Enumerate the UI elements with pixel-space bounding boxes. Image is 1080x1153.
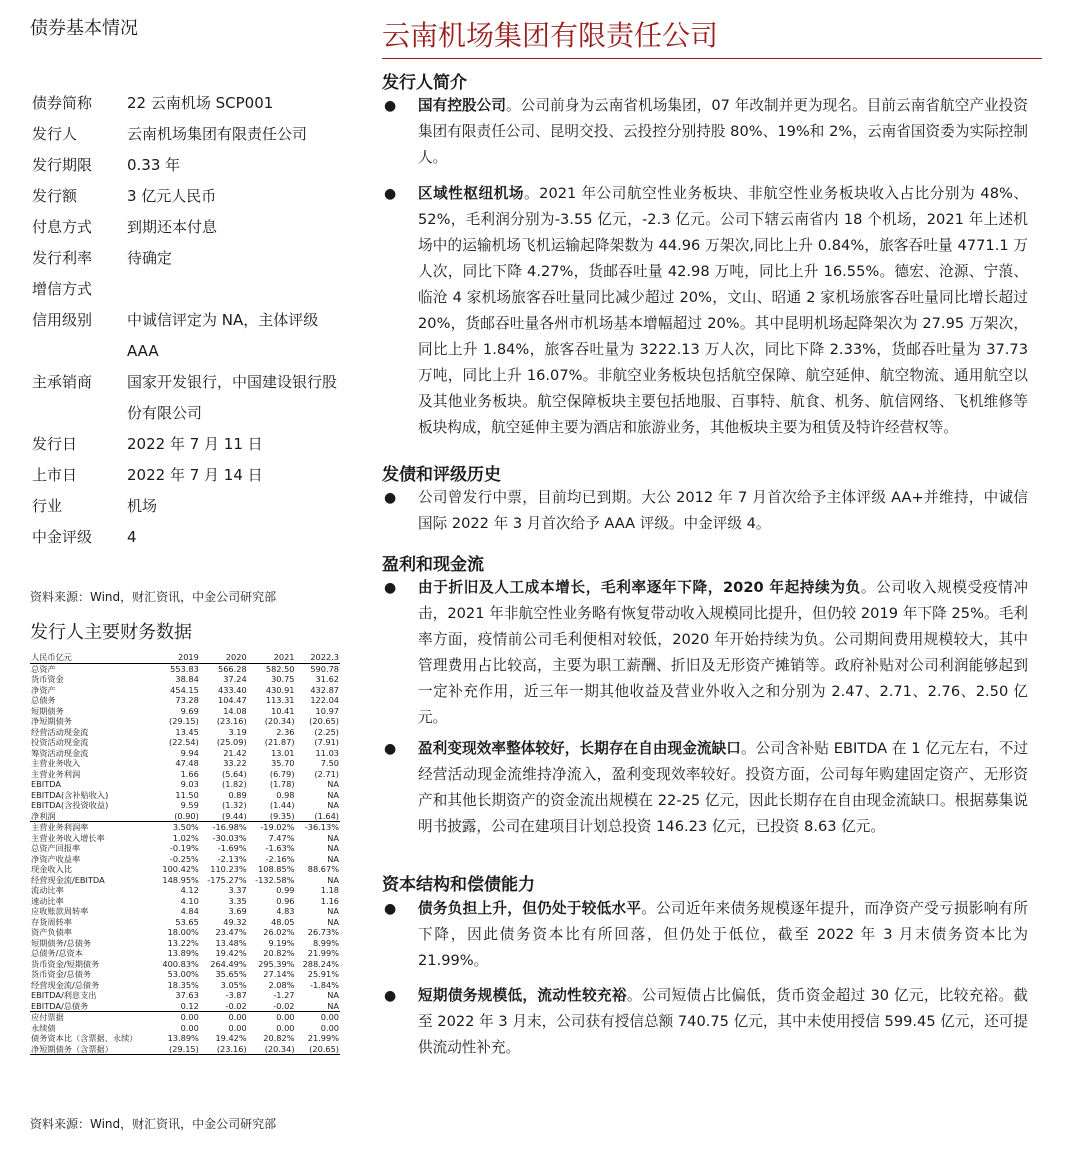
table-row — [30, 969, 340, 980]
bond-info-table — [32, 88, 347, 553]
fin-cell: -2.16% — [265, 853, 295, 864]
bullet-debt-burden — [382, 896, 1042, 974]
bond-info-value: 国家开发银行，中国建设银行股份有限公司 — [127, 373, 338, 422]
fin-cell: 13.22% — [167, 937, 199, 948]
bond-info-key: 债券简称 — [32, 94, 93, 112]
fin-header-cell: 2020 — [200, 652, 248, 663]
fin-cell: (1.64) — [296, 811, 340, 822]
fin-cell: 3.69 — [228, 906, 247, 916]
heading-issuer-profile: 发行人简介 — [382, 73, 467, 93]
fin-cell: 11.03 — [315, 747, 339, 758]
fin-cell: 30.75 — [271, 674, 295, 684]
bond-info-row — [32, 460, 347, 491]
table-row — [30, 990, 340, 1001]
fin-cell: (7.91) — [314, 737, 339, 747]
fin-cell: 0.00 — [320, 1012, 339, 1022]
bond-info-row — [32, 274, 347, 305]
heading-rating-history: 发债和评级历史 — [382, 465, 501, 485]
bond-info-key: 主承销商 — [32, 373, 93, 391]
fin-cell: 108.85% — [258, 864, 295, 874]
fin-cell: (1.32) — [222, 800, 247, 810]
fin-cell: 0.00 — [228, 1022, 247, 1033]
table-row — [30, 885, 340, 896]
fin-cell: 0.89 — [228, 789, 247, 800]
fin-cell: 590.78 — [310, 663, 339, 674]
fin-cell: 1.16 — [320, 895, 339, 906]
fin-cell: 295.39% — [258, 958, 295, 969]
fin-cell: (9.44) — [200, 811, 248, 822]
fin-cell: 38.84 — [175, 674, 199, 684]
bond-info-value: 22 云南机场 SCP001 — [127, 94, 274, 112]
fin-cell: (20.65) — [296, 1044, 340, 1055]
fin-cell: (29.15) — [155, 1044, 199, 1055]
fin-cell: 13.89% — [167, 1033, 199, 1043]
fin-cell: 1.18 — [320, 885, 339, 895]
fin-cell: -0.02 — [248, 1001, 296, 1012]
fin-header-cell: 人民币亿元 — [30, 652, 155, 663]
fin-cell: (20.34) — [248, 1044, 296, 1055]
fin-cell: (0.90) — [155, 811, 199, 822]
fin-cell: NA — [327, 843, 339, 853]
bond-info-key: 信用级别 — [32, 311, 93, 329]
fin-cell: 553.83 — [170, 663, 199, 674]
fin-cell: NA — [327, 800, 339, 810]
fin-cell: 21.42 — [223, 747, 247, 758]
fin-header-cell: 2022.3 — [296, 652, 340, 663]
fin-cell: 48.05 — [271, 916, 295, 927]
bond-info-row — [32, 429, 347, 460]
fin-row-label: EBITDA(含投资收益) — [31, 800, 109, 810]
fin-cell: 20.82% — [263, 948, 295, 958]
table-row — [30, 1001, 340, 1012]
heading-capital-structure: 资本结构和偿债能力 — [382, 875, 535, 895]
bond-info-row — [32, 88, 347, 119]
fin-cell: 10.41 — [271, 705, 295, 716]
financial-data-table — [30, 652, 340, 1055]
fin-row-label: 应收账款周转率 — [31, 906, 89, 916]
table-row — [30, 758, 340, 769]
table-row — [30, 959, 340, 970]
bullet-regional-hub — [382, 181, 1042, 441]
fin-row-label: 主营业务收入增长率 — [31, 832, 105, 843]
fin-cell: -1.69% — [217, 843, 247, 853]
fin-cell: -2.13% — [217, 853, 247, 864]
fin-cell: 2.08% — [268, 979, 295, 990]
bullet-gross-margin — [382, 575, 1042, 731]
table-row — [30, 1044, 340, 1055]
table-row — [30, 1023, 340, 1034]
fin-cell: 19.42% — [215, 948, 247, 958]
fin-cell: 288.24% — [302, 958, 339, 969]
bond-info-row — [32, 367, 347, 429]
bond-info-key: 发行期限 — [32, 156, 93, 174]
fin-cell: 400.83% — [162, 958, 199, 969]
table-row — [30, 779, 340, 790]
fin-cell: 582.50 — [265, 663, 295, 674]
fin-cell: 13.48% — [215, 937, 247, 948]
company-title: 云南机场集团有限责任公司 — [382, 14, 1042, 59]
table-row — [30, 948, 340, 959]
bullet-dot-icon: ● — [384, 741, 397, 757]
fin-cell: 31.62 — [315, 674, 339, 684]
table-row — [30, 716, 340, 727]
fin-cell: 566.28 — [218, 663, 247, 674]
fin-cell: 10.97 — [315, 705, 339, 716]
fin-row-label: EBITDA/总债务 — [30, 1001, 155, 1012]
bullet-text: 短期债务规模低，流动性较充裕。公司短债占比偏低，货币资金超过 30 亿元，比较充裕。截至 2022 年 3 月末，公司获有授信总额 740.75 亿元，其中未使用授信 599.45 亿元，还可提供流动性补充。 — [418, 987, 1028, 1056]
bullet-text: 盈利变现效率整体较好，长期存在自由现金流缺口。公司含补贴 EBITDA 在 1 亿元左右，不过经营活动现金流维持净流入，盈利变现效率较好。投资方面，公司每年购建固定资产、无形资产和其他长期资产的资金流出规模在 22-25 亿元，因此长期存在自由现金流缺口。根据募集说明书披露，公司在建项目计划总投资 146.23 亿元，已投资 8.63 亿元。 — [418, 740, 1028, 835]
table-row — [30, 800, 340, 811]
source-note-bond: 资料来源：Wind，财汇资讯，中金公司研究部 — [30, 590, 277, 604]
fin-cell: 0.99 — [276, 885, 295, 895]
fin-cell: 148.95% — [162, 874, 199, 885]
table-row — [30, 854, 340, 865]
fin-cell: 47.48 — [175, 758, 199, 768]
fin-cell: -0.19% — [169, 843, 199, 853]
bullet-dot-icon: ● — [384, 490, 397, 506]
fin-cell: NA — [327, 779, 339, 789]
table-row — [30, 875, 340, 886]
fin-cell: (2.25) — [314, 726, 339, 737]
financial-data-title: 发行人主要财务数据 — [30, 622, 192, 643]
fin-cell: 9.69 — [180, 705, 199, 716]
bullet-liquidity — [382, 983, 1042, 1061]
fin-row-label: 投资活动现金流 — [31, 737, 89, 747]
fin-cell: NA — [296, 1001, 340, 1012]
fin-cell: (1.78) — [269, 779, 295, 789]
table-row — [30, 674, 340, 685]
fin-cell: NA — [327, 789, 339, 800]
bond-info-row — [32, 150, 347, 181]
fin-cell: 0.00 — [180, 1012, 199, 1022]
fin-cell: 100.42% — [162, 864, 199, 874]
fin-cell: 88.67% — [307, 864, 339, 874]
fin-cell: 3.05% — [220, 979, 247, 990]
fin-cell: 3.35 — [228, 895, 247, 906]
table-row — [30, 896, 340, 907]
fin-cell: (6.79) — [269, 768, 295, 779]
fin-cell: -0.02 — [200, 1001, 248, 1012]
fin-cell: 18.00% — [167, 927, 199, 937]
fin-cell: 27.14% — [263, 969, 295, 979]
fin-cell: 19.42% — [215, 1033, 247, 1043]
fin-cell: 113.31 — [265, 695, 295, 705]
table-row — [30, 811, 340, 822]
fin-row-label: 永续债 — [31, 1022, 56, 1033]
fin-cell: (29.15) — [169, 716, 199, 726]
table-row — [30, 1033, 340, 1044]
fin-cell: 21.99% — [307, 948, 339, 958]
fin-cell: 433.40 — [218, 684, 247, 695]
fin-cell: (23.16) — [200, 1044, 248, 1055]
fin-cell: 4.12 — [180, 885, 199, 895]
fin-cell: (5.64) — [222, 768, 247, 779]
fin-cell: NA — [327, 832, 339, 843]
fin-cell: NA — [327, 874, 339, 885]
fin-row-label: 货币资金/总债务 — [31, 969, 92, 979]
fin-cell: 26.73% — [307, 927, 339, 937]
fin-cell: 264.49% — [210, 958, 247, 969]
fin-row-label: 资产负债率 — [31, 927, 72, 937]
bullet-text: 公司曾发行中票，目前均已到期。大公 2012 年 7 月首次给予主体评级 AA+并维持，中诚信国际 2022 年 3 月首次给予 AAA 评级。中金评级 4。 — [418, 489, 1028, 532]
table-row — [30, 737, 340, 748]
bond-info-title: 债券基本情况 — [30, 18, 138, 39]
fin-row-label: 净短期债务 — [31, 716, 72, 726]
bond-info-row — [32, 119, 347, 150]
bond-info-value: 到期还本付息 — [127, 218, 218, 236]
fin-row-label: 总资产回报率 — [31, 843, 81, 853]
fin-cell: 0.12 — [155, 1001, 199, 1012]
fin-row-label: 净利润 — [30, 811, 155, 822]
fin-cell: (2.71) — [314, 768, 339, 779]
fin-cell: 104.47 — [218, 695, 247, 705]
fin-row-label: 货币资金 — [31, 674, 64, 684]
bond-info-row — [32, 212, 347, 243]
fin-cell: -132.58% — [255, 874, 295, 885]
bond-info-key: 发行额 — [32, 187, 78, 205]
bullet-dot-icon: ● — [384, 901, 397, 917]
bond-info-value: 0.33 年 — [127, 156, 181, 174]
fin-cell: 13.89% — [167, 948, 199, 958]
fin-cell: (21.87) — [264, 737, 295, 747]
fin-cell: 4.10 — [180, 895, 199, 906]
fin-cell: 1.02% — [172, 832, 199, 843]
fin-cell: 8.99% — [312, 937, 339, 948]
table-row — [30, 906, 340, 917]
bond-info-key: 付息方式 — [32, 218, 93, 236]
fin-row-label: 存货周转率 — [31, 916, 72, 927]
fin-row-label: 主营业务利润率 — [31, 822, 89, 832]
bond-info-row — [32, 491, 347, 522]
table-row — [30, 706, 340, 717]
bond-info-value: 云南机场集团有限责任公司 — [127, 125, 308, 143]
fin-cell: (22.54) — [169, 737, 199, 747]
bond-info-row — [32, 243, 347, 274]
fin-cell: 430.91 — [265, 684, 295, 695]
fin-cell: 9.94 — [180, 747, 199, 758]
table-row — [30, 822, 340, 833]
fin-row-label: 经营现金流/总债务 — [31, 979, 100, 990]
fin-row-label: 经营现金流/EBITDA — [31, 874, 105, 885]
fin-cell: -0.25% — [169, 853, 199, 864]
fin-cell: NA — [327, 906, 339, 916]
fin-cell: NA — [327, 853, 339, 864]
bond-info-key: 发行利率 — [32, 249, 93, 267]
fin-cell: -1.27 — [273, 990, 295, 1000]
fin-cell: 0.00 — [180, 1022, 199, 1033]
fin-row-label: EBITDA(含补贴收入) — [31, 789, 109, 800]
source-note-financial: 资料来源：Wind，财汇资讯，中金公司研究部 — [30, 1117, 277, 1131]
fin-cell: 11.50 — [175, 789, 199, 800]
fin-row-label: 净短期债务（含票据） — [30, 1044, 155, 1055]
fin-cell: NA — [327, 990, 339, 1000]
table-row — [30, 1012, 340, 1023]
bullet-dot-icon: ● — [384, 580, 397, 596]
fin-cell: 454.15 — [170, 684, 199, 695]
fin-row-label: 净资产 — [31, 684, 56, 695]
fin-cell: 0.00 — [228, 1012, 247, 1022]
fin-cell: NA — [327, 916, 339, 927]
fin-header-cell: 2019 — [155, 652, 199, 663]
fin-row-label: 速动比率 — [31, 895, 64, 906]
fin-row-label: 主营业务利润 — [31, 768, 81, 779]
fin-cell: 21.99% — [307, 1033, 339, 1043]
fin-cell: (1.82) — [222, 779, 247, 789]
fin-cell: 53.65 — [175, 916, 199, 927]
fin-cell: 14.08 — [223, 705, 247, 716]
fin-cell: -16.98% — [212, 822, 247, 832]
table-row — [30, 980, 340, 991]
table-row — [30, 790, 340, 801]
fin-cell: (23.16) — [216, 716, 247, 726]
fin-cell: 37.63 — [175, 990, 199, 1000]
bond-info-key: 发行日 — [32, 435, 78, 453]
bond-info-key: 增信方式 — [32, 280, 93, 298]
fin-cell: 0.00 — [276, 1022, 295, 1033]
fin-row-label: 筹资活动现金流 — [31, 747, 89, 758]
fin-cell: 0.98 — [276, 789, 295, 800]
bond-info-value: 机场 — [127, 497, 158, 515]
fin-cell: 4.84 — [180, 906, 199, 916]
bullet-text: 债务负担上升，但仍处于较低水平。公司近年来债务规模逐年提升，而净资产受亏损影响有所下降，因此债务资本比有所回落，但仍处于低位，截至 2022 年 3 月末债务资本比为 21.99%。 — [418, 900, 1028, 969]
bullet-dot-icon: ● — [384, 988, 397, 1004]
bond-info-value: 待确定 — [127, 249, 173, 267]
bullet-text: 区域性枢纽机场。2021 年公司航空性业务板块、非航空性业务板块收入占比分别为 48%、52%，毛利润分别为-3.55 亿元，-2.3 亿元。公司下辖云南省内 18 个机场，2021 年上述机场中的运输机场飞机运输起降架数为 44.96 万架次,同比上升 0.84%，旅客吞吐量 4771.1 万人次，同比下降 4.27%，货邮吞吐量 42.98 万吨，同比上升 16.55%。德宏、沧源、宁蒗、临沧 4 家机场旅客吞吐量同比减少超过 20%，文山、昭通 2 家机场旅客吞吐量同比增长超过 20%，货邮吞吐量各州市机场基本增幅超过 20%。其中昆明机场起降架次为 27.95 万架次，同比上升 1.84%，旅客吞吐量为 3222.13 万人次，同比下降 2.33%，货邮吞吐量为 37.73 万吨，同比上升 16.07%。非航空业务板块包括航空保障、航空延伸、航空物流、通用航空以及其他业务板块。航空保障板块主要包括地服、百事特、航食、机务、航信网络、飞机维修等板块构成，航空延伸主要为酒店和旅游业务，其他板块主要为租赁及特许经营权等。 — [418, 185, 1028, 436]
fin-cell: 7.50 — [320, 758, 339, 768]
fin-cell: 9.03 — [180, 779, 199, 789]
bullet-text: 由于折旧及人工成本增长，毛利率逐年下降，2020 年起持续为负。公司收入规模受疫情冲击，2021 年非航空性业务略有恢复带动收入规模同比提升，但仍较 2019 年下降 25%。毛利率方面，疫情前公司毛利便相对较低，2020 年开始持续为负。公司期间费用规模较大，其中管理费用占比较高，主要为职工薪酬、折旧及无形资产摊销等。政府补贴对公司利润能够起到一定补充作用，近三年一期其他收益及营业外收入之和分别为 2.47、2.71、2.76、2.50 亿元。 — [418, 579, 1028, 726]
bullet-rating-history — [382, 485, 1042, 537]
fin-cell: 23.47% — [215, 927, 247, 937]
fin-cell: 37.24 — [223, 674, 247, 684]
fin-cell: 33.22 — [223, 758, 247, 768]
fin-row-label: 总债务/总资本 — [31, 948, 83, 958]
bullet-text: 国有控股公司。公司前身为云南省机场集团，07 年改制并更为现名。目前云南省航空产业投资集团有限责任公司、昆明交投、云投控分别持股 80%、19%和 2%，云南省国资委为实际控制人。 — [418, 97, 1028, 166]
fin-cell: -19.02% — [260, 822, 295, 832]
fin-cell: (9.35) — [248, 811, 296, 822]
fin-cell: 25.91% — [307, 969, 339, 979]
fin-row-label: 应付票据 — [31, 1012, 64, 1022]
fin-row-label: 净资产收益率 — [31, 853, 81, 864]
fin-row-label: 经营活动现金流 — [31, 726, 89, 737]
fin-cell: (20.65) — [309, 716, 339, 726]
table-row — [30, 864, 340, 875]
bond-info-value: 2022 年 7 月 14 日 — [127, 466, 263, 484]
fin-header-cell: 2021 — [248, 652, 296, 663]
fin-row-label: 主营业务收入 — [31, 758, 81, 768]
table-row — [30, 727, 340, 738]
bond-info-key: 中金评级 — [32, 528, 93, 546]
table-row — [30, 663, 340, 674]
bullet-cash-conversion — [382, 736, 1042, 840]
bond-info-row — [32, 181, 347, 212]
table-row — [30, 927, 340, 938]
fin-cell: 0.96 — [276, 895, 295, 906]
fin-cell: 26.02% — [263, 927, 295, 937]
table-row — [30, 843, 340, 854]
bond-info-row — [32, 522, 347, 553]
fin-cell: 0.00 — [320, 1022, 339, 1033]
fin-cell: 110.23% — [210, 864, 247, 874]
fin-cell: -175.27% — [207, 874, 247, 885]
fin-row-label: 债务资本比（含票据、永续） — [31, 1033, 138, 1043]
fin-cell: 9.19% — [268, 937, 295, 948]
fin-row-label: 总债务 — [31, 695, 56, 705]
bond-info-value: 2022 年 7 月 11 日 — [127, 435, 263, 453]
fin-cell: 49.32 — [223, 916, 247, 927]
fin-cell: 3.37 — [228, 885, 247, 895]
bullet-dot-icon: ● — [384, 186, 397, 202]
fin-cell: (20.34) — [264, 716, 295, 726]
fin-cell: 3.50% — [172, 822, 199, 832]
fin-cell: -1.84% — [310, 979, 339, 990]
fin-row-label: 货币资金/短期债务 — [31, 958, 100, 969]
fin-cell: 35.65% — [215, 969, 247, 979]
bond-info-value: 3 亿元人民币 — [127, 187, 217, 205]
table-row — [30, 833, 340, 844]
fin-cell: -30.03% — [212, 832, 247, 843]
fin-row-label: 短期债务 — [31, 705, 64, 716]
fin-cell: -36.13% — [304, 822, 339, 832]
fin-cell: 122.04 — [310, 695, 339, 705]
bond-info-key: 发行人 — [32, 125, 78, 143]
fin-row-label: 流动比率 — [31, 885, 64, 895]
fin-row-label: 短期债务/总债务 — [31, 937, 92, 948]
bond-info-key: 行业 — [32, 497, 63, 515]
fin-cell: 0.00 — [276, 1012, 295, 1022]
fin-cell: 3.19 — [228, 726, 247, 737]
fin-cell: 7.47% — [268, 832, 295, 843]
table-row — [30, 769, 340, 780]
table-row — [30, 748, 340, 759]
bond-info-key: 上市日 — [32, 466, 78, 484]
table-row — [30, 938, 340, 949]
fin-cell: 1.66 — [180, 768, 199, 779]
fin-cell: 4.83 — [276, 906, 295, 916]
fin-cell: 2.36 — [276, 726, 295, 737]
fin-row-label: EBITDA/利息支出 — [31, 990, 97, 1000]
fin-cell: 35.70 — [271, 758, 295, 768]
heading-profit-cashflow: 盈利和现金流 — [382, 555, 484, 575]
fin-cell: 20.82% — [263, 1033, 295, 1043]
fin-cell: 432.87 — [310, 684, 339, 695]
bond-info-value: 中诚信评定为 NA，主体评级 AAA — [127, 311, 319, 360]
table-row — [30, 685, 340, 696]
fin-cell: 18.35% — [167, 979, 199, 990]
fin-cell: 9.59 — [180, 800, 199, 810]
bond-info-row — [32, 305, 347, 367]
bond-info-value: 4 — [127, 528, 137, 546]
fin-row-label: EBITDA — [31, 779, 61, 789]
fin-cell: (1.44) — [269, 800, 295, 810]
fin-row-label: 总资产 — [31, 663, 56, 674]
fin-cell: 53.00% — [167, 969, 199, 979]
fin-cell: -1.63% — [265, 843, 295, 853]
bond-info-value — [127, 274, 347, 305]
fin-cell: -3.87 — [225, 990, 247, 1000]
fin-cell: 73.28 — [175, 695, 199, 705]
fin-cell: 13.45 — [175, 726, 199, 737]
table-row — [30, 917, 340, 928]
bullet-dot-icon: ● — [384, 98, 397, 114]
table-row — [30, 695, 340, 706]
fin-cell: (25.09) — [216, 737, 247, 747]
fin-row-label: 现金收入比 — [31, 864, 72, 874]
bullet-state-owned — [382, 93, 1042, 171]
fin-cell: 13.01 — [271, 747, 295, 758]
